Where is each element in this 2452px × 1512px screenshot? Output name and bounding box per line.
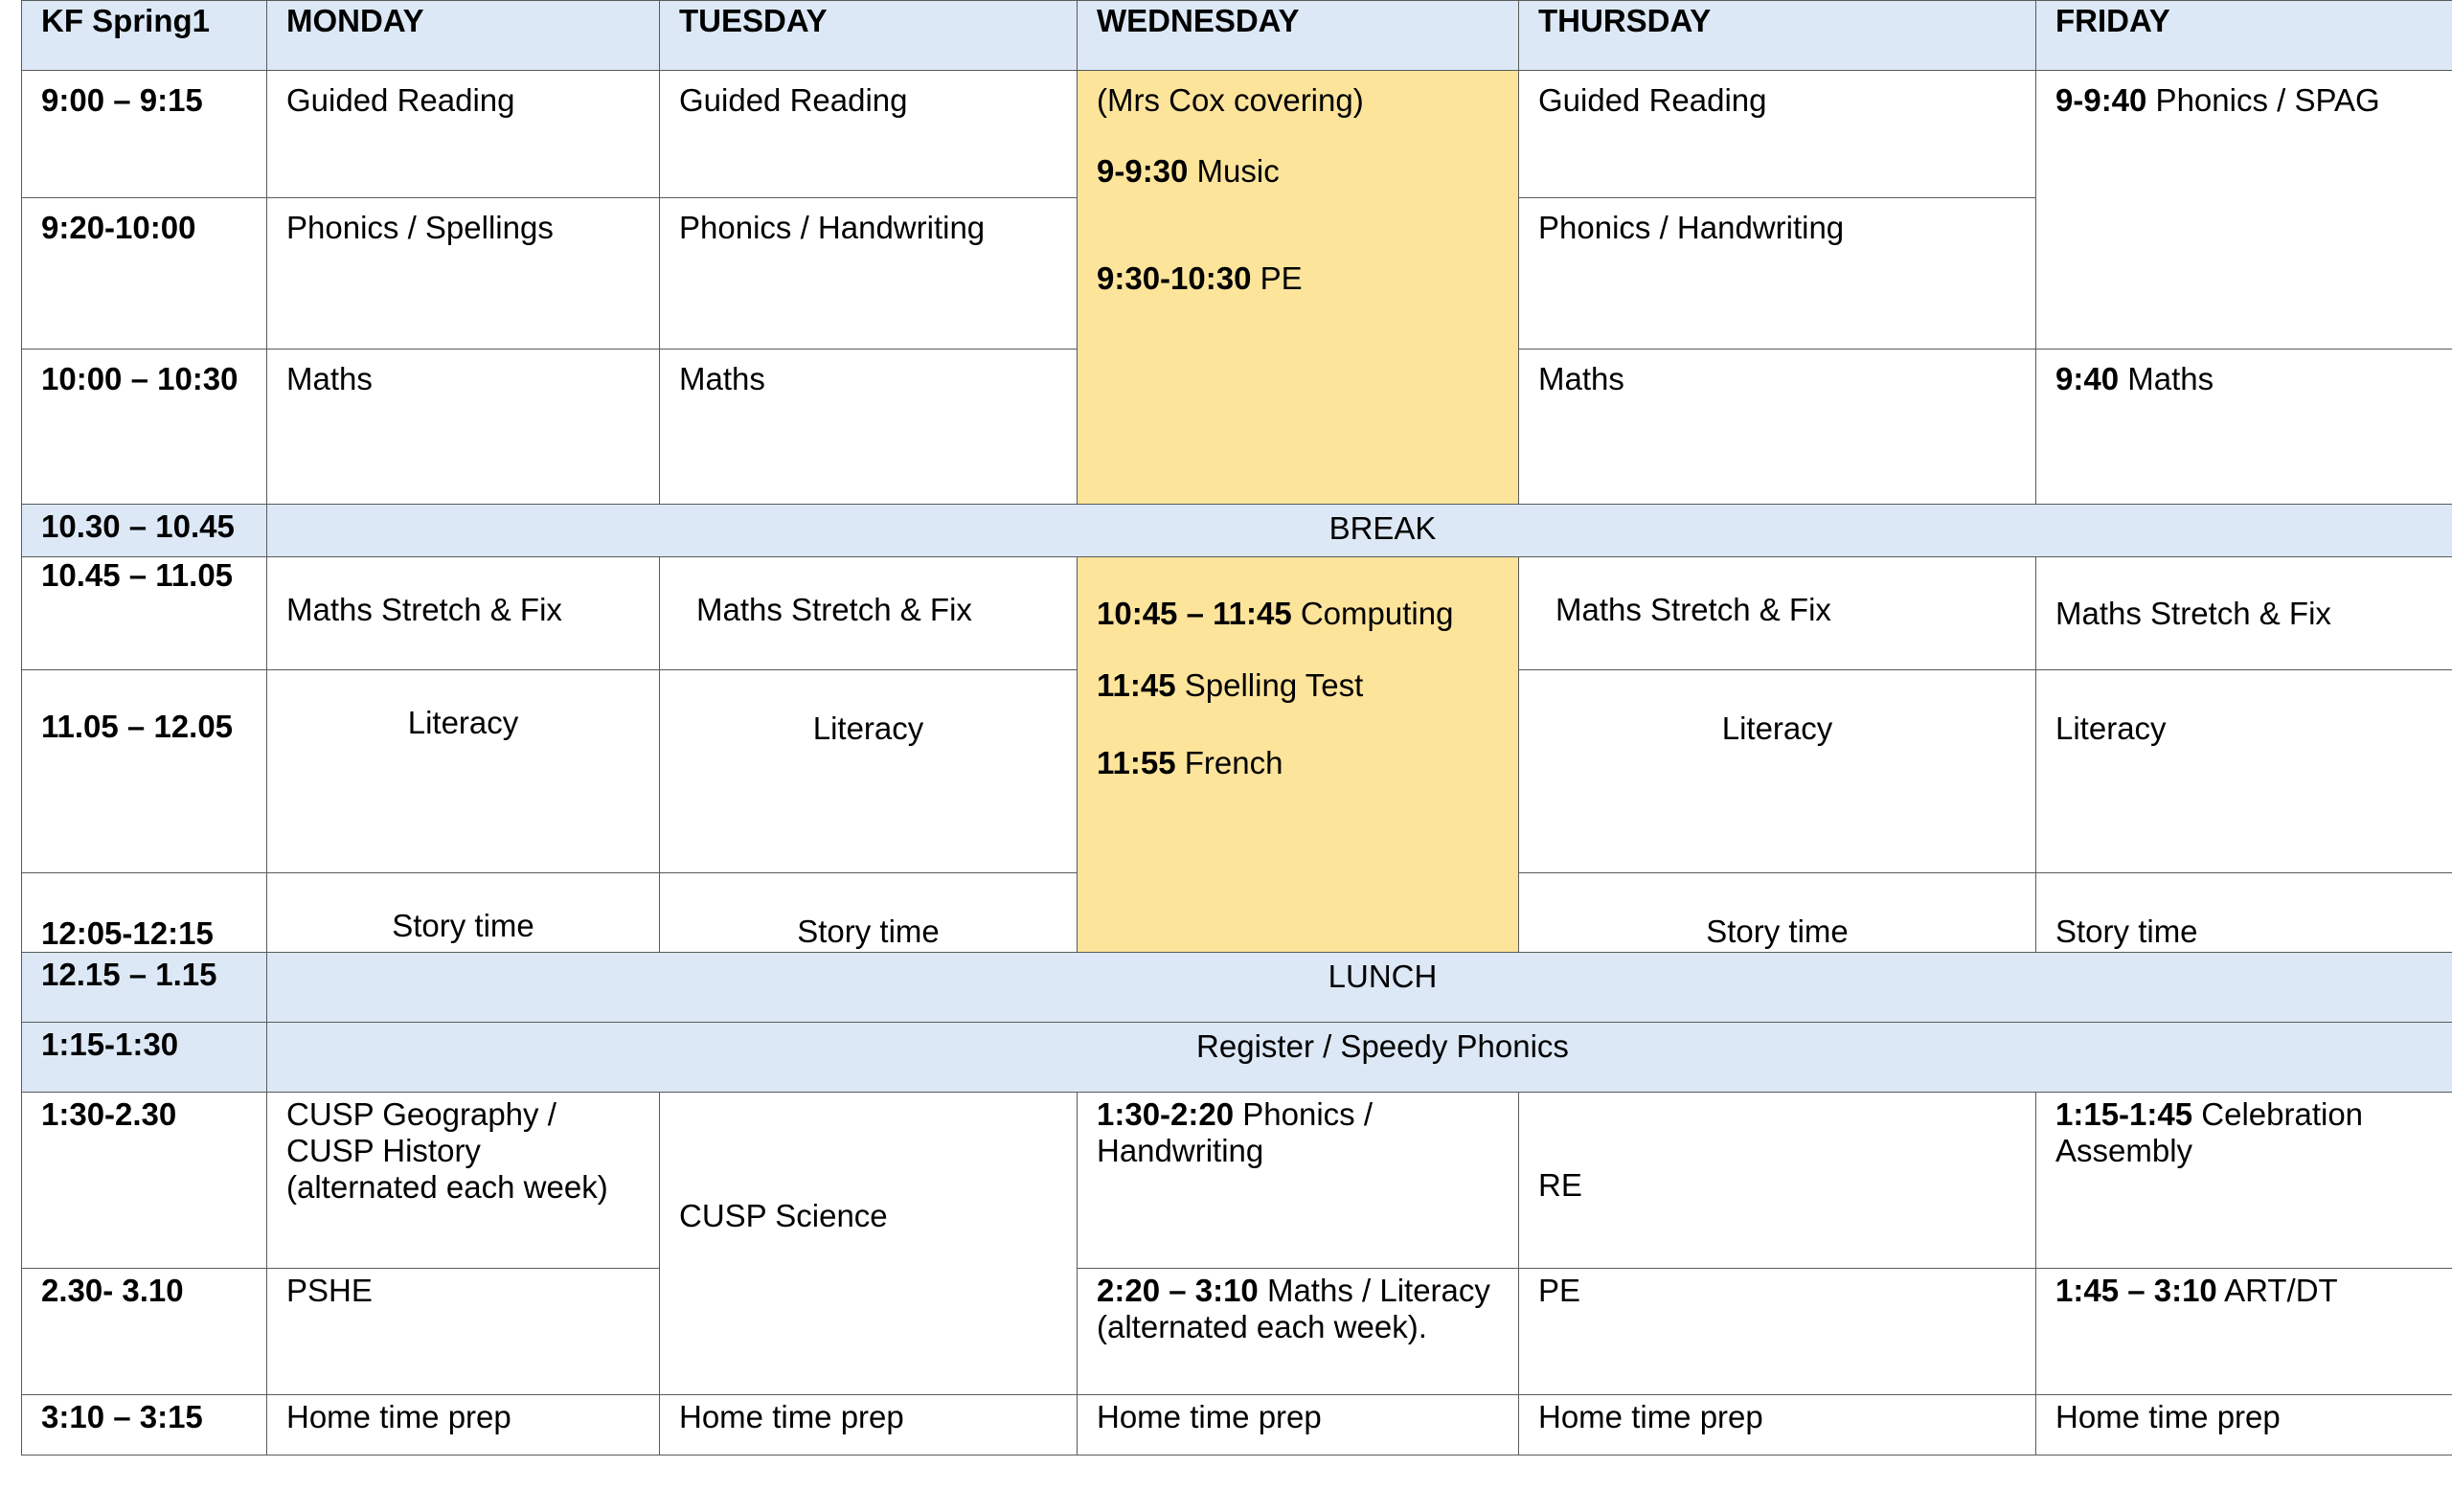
lesson-cell [1078, 1093, 1519, 1268]
lunch-band [267, 952, 2452, 1022]
lesson-text: Home time prep [1538, 1398, 1763, 1434]
lesson-cell [267, 349, 660, 504]
lesson-text: CUSP Science [679, 1198, 888, 1234]
day-header-tuesday [660, 1, 1078, 71]
lesson-subject: Phonics / SPAG [2146, 82, 2380, 119]
time-label: 10.45 – 11.05 [41, 557, 234, 594]
lesson-subject: French [1175, 745, 1283, 781]
lesson-cell [1519, 71, 2036, 198]
lesson-time: 10:45 – 11:45 [1097, 596, 1292, 632]
lesson-cell [660, 670, 1078, 872]
day-header-friday [2036, 1, 2452, 71]
lesson-subject: Spelling Test [1175, 667, 1364, 704]
timetable-row [22, 1268, 2452, 1394]
lesson-cell [267, 670, 660, 872]
register-row [22, 1023, 2452, 1093]
lesson-text: Story time [2055, 913, 2198, 949]
time-cell [22, 198, 267, 349]
time-label: 3:10 – 3:15 [41, 1398, 203, 1434]
class-term-label: KF Spring1 [41, 3, 211, 38]
lesson-time: 9-9:40 [2055, 82, 2147, 119]
day-header-thursday [1519, 1, 2036, 71]
time-label: 12:05-12:15 [41, 914, 214, 951]
lesson-text: Maths Stretch & Fix [1555, 592, 1831, 628]
band-label: Register / Speedy Phonics [1196, 1028, 1569, 1065]
time-cell [22, 1268, 267, 1394]
day-label: WEDNESDAY [1097, 3, 1300, 38]
lesson-cell [660, 1093, 1078, 1395]
timetable-row [22, 71, 2452, 198]
lesson-text: Literacy [1721, 711, 1833, 747]
lesson-text [1078, 1093, 1518, 1169]
lesson-subject: Computing [1291, 596, 1454, 632]
time-cell [22, 349, 267, 504]
lesson-time: 1:15-1:45 [2055, 1096, 2193, 1133]
lesson-subject: Maths / Literacy (alternated each week). [1097, 1272, 1490, 1344]
lesson-text [1078, 1269, 1518, 1345]
time-cell [22, 557, 267, 670]
lesson-cell [1519, 557, 2036, 670]
lesson-text: Home time prep [679, 1398, 904, 1434]
lesson-text: CUSP Geography / CUSP History (alternated each week) [286, 1096, 608, 1206]
lesson-text: Phonics / Handwriting [679, 210, 986, 246]
lesson-text: Maths Stretch & Fix [286, 592, 562, 628]
lesson-text: Guided Reading [1538, 82, 1767, 119]
timetable-row [22, 557, 2452, 670]
register-band [267, 1023, 2452, 1093]
lesson-time: 11:55 [1097, 745, 1176, 781]
band-label: BREAK [1328, 510, 1437, 546]
wednesday-morning-cell [1078, 71, 1519, 505]
corner-header [22, 1, 267, 71]
lesson-cell [2036, 872, 2452, 952]
lesson-cell [1519, 1394, 2036, 1455]
lesson-text [2036, 71, 2452, 119]
lesson-line [1097, 596, 1499, 632]
lesson-text: Story time [392, 907, 534, 943]
lesson-text: Guided Reading [679, 82, 908, 119]
day-label: MONDAY [286, 3, 424, 38]
lesson-cell [267, 1093, 660, 1268]
lesson-text: Maths [286, 360, 373, 396]
timetable [21, 0, 2452, 1456]
header-row [22, 1, 2452, 71]
time-cell [22, 670, 267, 872]
lesson-text [1078, 557, 1518, 781]
lesson-subject: ART/DT [2216, 1272, 2338, 1308]
lesson-subject: Phonics / Handwriting [1097, 1096, 1374, 1169]
lesson-cell [267, 557, 660, 670]
lesson-cell [1519, 1268, 2036, 1394]
lesson-subject: Celebration Assembly [2055, 1096, 2364, 1169]
time-cell [22, 1394, 267, 1455]
lesson-cell [660, 872, 1078, 952]
wednesday-midday-cell [1078, 557, 1519, 953]
time-cell [22, 952, 267, 1022]
lesson-text [2036, 350, 2452, 397]
lesson-subject: Music [1188, 153, 1280, 190]
lesson-cell [1519, 872, 2036, 952]
time-cell [22, 1093, 267, 1268]
day-label: TUESDAY [679, 3, 828, 38]
lesson-subject: PE [1251, 260, 1303, 297]
lesson-time: 9:40 [2055, 360, 2120, 396]
lesson-cell [2036, 1268, 2452, 1394]
cover-note: (Mrs Cox covering) [1097, 82, 1364, 119]
lesson-cell [267, 1394, 660, 1455]
lesson-time: 9-9:30 [1097, 153, 1189, 190]
day-header-wednesday [1078, 1, 1519, 71]
lesson-cell [1519, 349, 2036, 504]
lesson-cell [2036, 349, 2452, 504]
band-label: LUNCH [1328, 958, 1438, 994]
lesson-text: Phonics / Spellings [286, 210, 554, 246]
lesson-text: Literacy [2055, 711, 2167, 747]
time-label: 1:30-2.30 [41, 1096, 177, 1133]
lesson-time: 1:30-2:20 [1097, 1096, 1235, 1133]
lesson-cell [1519, 1093, 2036, 1268]
time-label: 10.30 – 10.45 [41, 508, 235, 544]
lesson-text: PSHE [286, 1272, 373, 1308]
lesson-cell [267, 198, 660, 349]
time-label: 2.30- 3.10 [41, 1272, 184, 1308]
time-cell [22, 71, 267, 198]
lesson-text: Home time prep [286, 1398, 511, 1434]
time-label: 12.15 – 1.15 [41, 956, 217, 992]
lesson-time: 11:45 [1097, 667, 1176, 704]
lesson-time: 9:30-10:30 [1097, 260, 1252, 297]
lesson-line [1097, 667, 1499, 704]
lesson-cell [267, 1268, 660, 1394]
day-header-monday [267, 1, 660, 71]
day-label: FRIDAY [2055, 3, 2170, 38]
lesson-text: Guided Reading [286, 82, 515, 119]
lesson-text: Maths [1538, 360, 1624, 396]
time-label: 9:20-10:00 [41, 210, 196, 246]
lesson-text: Maths Stretch & Fix [696, 592, 972, 628]
lesson-cell [1519, 198, 2036, 349]
time-label: 9:00 – 9:15 [41, 82, 203, 119]
break-row [22, 505, 2452, 557]
lesson-text: Story time [1706, 913, 1849, 949]
lesson-text: Maths Stretch & Fix [2055, 596, 2331, 632]
lesson-text: Story time [797, 913, 940, 949]
time-cell [22, 505, 267, 557]
lesson-text: Literacy [407, 705, 519, 741]
lesson-cell [2036, 71, 2452, 350]
time-cell [22, 872, 267, 952]
lesson-cell [2036, 557, 2452, 670]
lesson-cell [1078, 1268, 1519, 1394]
break-band [267, 505, 2452, 557]
lesson-line [1097, 745, 1499, 781]
lesson-cell [2036, 670, 2452, 872]
lesson-cell [267, 872, 660, 952]
lesson-text: PE [1538, 1272, 1581, 1308]
lesson-text [2036, 1269, 2452, 1309]
lesson-cell [2036, 1093, 2452, 1268]
lesson-text [2036, 1093, 2452, 1169]
lesson-line [1097, 260, 1499, 297]
lesson-subject: Maths [2119, 360, 2214, 396]
lesson-cell [660, 557, 1078, 670]
time-label: 10:00 – 10:30 [41, 360, 238, 396]
time-cell [22, 1023, 267, 1093]
lesson-time: 1:45 – 3:10 [2055, 1272, 2217, 1308]
lesson-text: Phonics / Handwriting [1538, 210, 1845, 246]
timetable-row [22, 1394, 2452, 1455]
lesson-cell [267, 71, 660, 198]
day-label: THURSDAY [1538, 3, 1712, 38]
lesson-text: Home time prep [1097, 1398, 1322, 1434]
lunch-row [22, 952, 2452, 1022]
lesson-time: 2:20 – 3:10 [1097, 1272, 1259, 1308]
lesson-cell [1078, 1394, 1519, 1455]
lesson-cell [660, 349, 1078, 504]
lesson-text: Maths [679, 360, 765, 396]
lesson-cell [2036, 1394, 2452, 1455]
time-label: 11.05 – 12.05 [41, 709, 234, 745]
timetable-row [22, 1093, 2452, 1268]
lesson-cell [660, 198, 1078, 349]
lesson-cell [660, 1394, 1078, 1455]
time-label: 1:15-1:30 [41, 1027, 179, 1063]
lesson-cell [1519, 670, 2036, 872]
lesson-text: Home time prep [2055, 1398, 2281, 1434]
lesson-text: RE [1538, 1167, 1582, 1204]
lesson-line [1097, 153, 1499, 190]
lesson-text: Literacy [812, 711, 924, 747]
lesson-text [1078, 71, 1518, 297]
lesson-cell [660, 71, 1078, 198]
